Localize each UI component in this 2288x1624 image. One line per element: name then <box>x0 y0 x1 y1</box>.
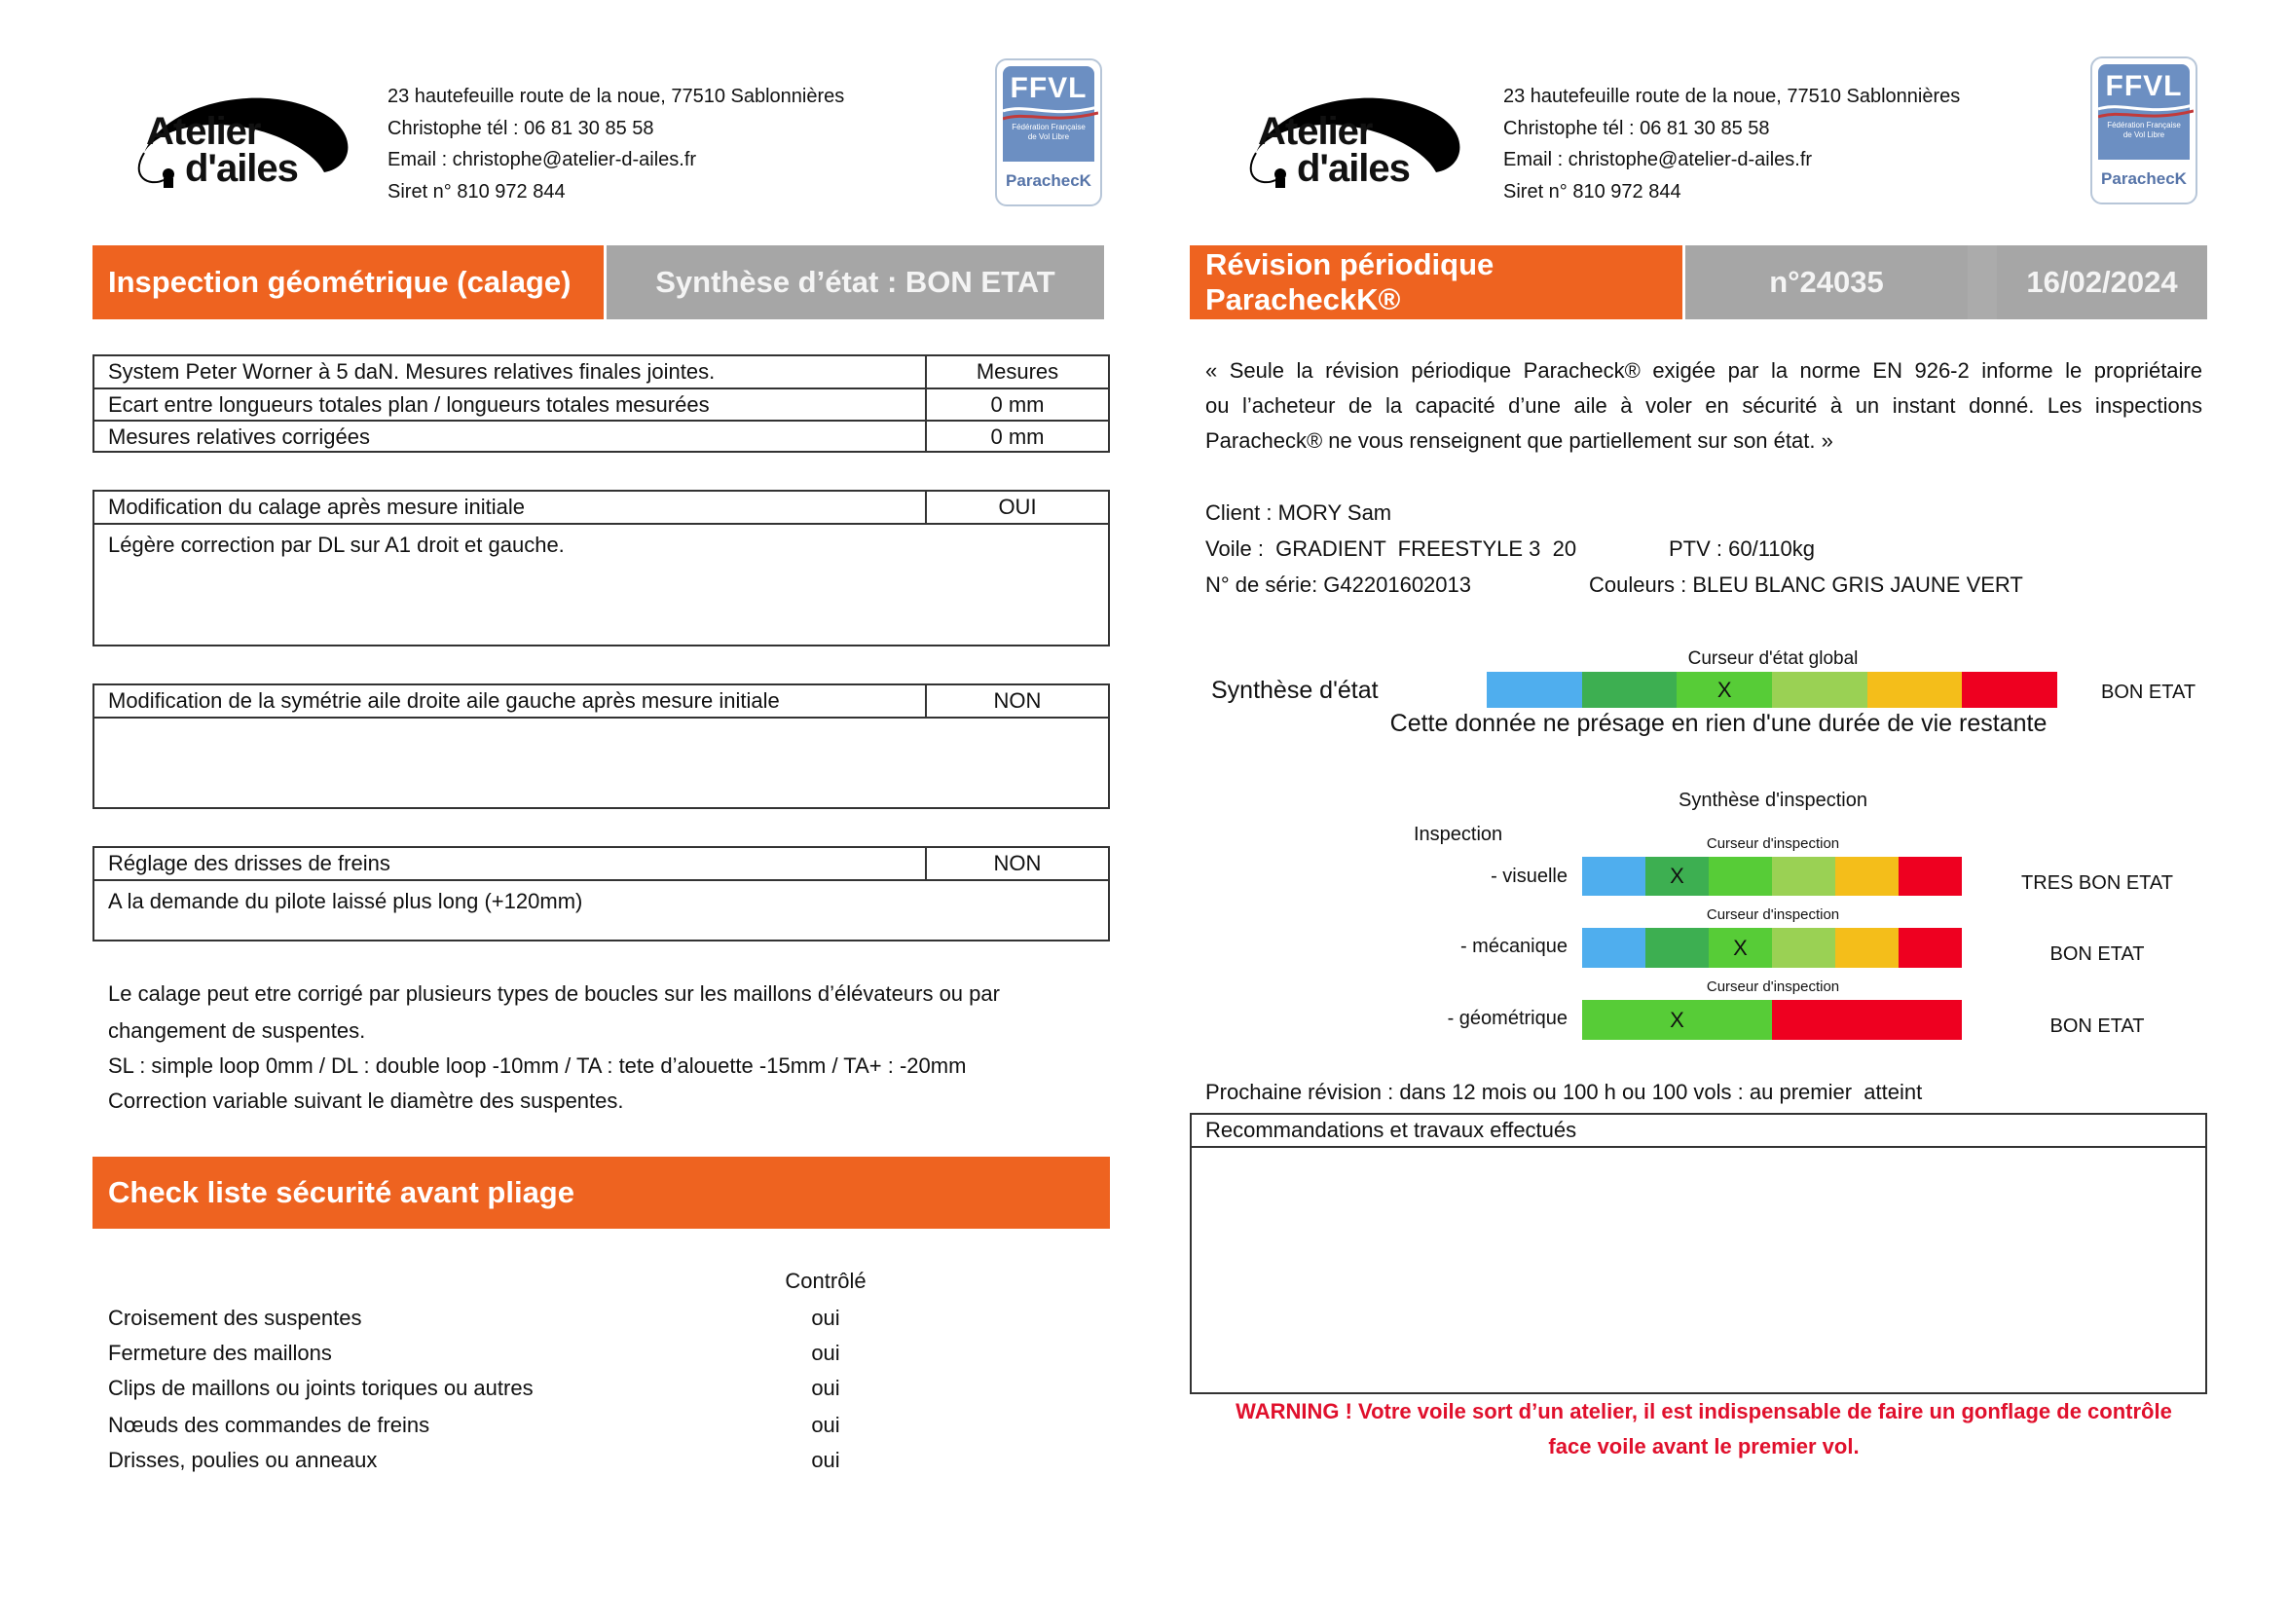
inspection-status: BON ETAT <box>2049 1015 2145 1037</box>
revision-date: 16/02/2024 <box>2026 265 2178 299</box>
revision-number-cell <box>1685 245 1968 319</box>
scale-segment <box>1645 928 1709 968</box>
paracheck-brand: ParachecK <box>1006 171 1091 190</box>
calage-note: Légère correction par DL sur A1 droit et gauche. <box>108 533 565 557</box>
row-value: NON <box>993 851 1042 875</box>
warning-line: WARNING ! Votre voile sort d’un atelier, il est indispensable de faire un gonflage de contrôle <box>1236 1399 2172 1423</box>
measures-table <box>92 354 1110 453</box>
row-label: Modification du calage après mesure initiale <box>108 495 526 519</box>
scale-segment <box>1582 928 1645 968</box>
checklist-item-value: oui <box>811 1306 840 1330</box>
checklist-item-value: oui <box>811 1413 840 1437</box>
revision-number: n°24035 <box>1769 265 1884 299</box>
table-row <box>94 422 1108 453</box>
scale-segment <box>1772 928 1835 968</box>
table-row <box>94 356 1108 389</box>
scale-segment <box>1582 857 1645 896</box>
calage-info-line: changement de suspentes. <box>108 1018 366 1043</box>
company-siret: Siret n° 810 972 844 <box>1503 181 1681 203</box>
cursor-marker: X <box>1670 1007 1684 1032</box>
row-label: Mesures relatives corrigées <box>108 424 370 449</box>
synthesis-status: Synthèse d’état : BON ETAT <box>655 265 1055 299</box>
table-row <box>94 685 1108 719</box>
checklist-item-label: Fermeture des maillons <box>108 1341 332 1365</box>
row-value: OUI <box>998 495 1037 519</box>
checklist-item-label: Drisses, poulies ou anneaux <box>108 1448 378 1472</box>
recommendations-header: Recommandations et travaux effectués <box>1205 1118 1577 1142</box>
global-state-disclaimer: Cette donnée ne présage en rien d'une durée de vie restante <box>1389 710 2048 737</box>
header-spacer <box>1968 245 1997 319</box>
quote-line: « Seule la révision périodique Paracheck® exigée par la norme EN 926-2 informe le propriétaire <box>1205 358 2202 383</box>
client-name: Client : MORY Sam <box>1205 500 1392 525</box>
row-value: NON <box>993 688 1042 713</box>
ffvl-paracheck-logo <box>995 58 1102 206</box>
scale-segment <box>1962 672 2057 708</box>
calage-modification-box <box>92 490 1110 646</box>
ffvl-logo-title: FFVL <box>2105 70 2183 102</box>
inspection-cursor-caption: Curseur d'inspection <box>1706 978 1840 995</box>
row-label: Ecart entre longueurs totales plan / longueurs totales mesurées <box>108 391 710 417</box>
scale-segment <box>1709 857 1772 896</box>
paracheck-brand: ParachecK <box>2101 169 2187 188</box>
global-state-bar <box>1487 672 2057 708</box>
inspection-bar <box>1582 1000 1962 1040</box>
ffvl-logo-panel <box>2098 64 2190 160</box>
row-value: 0 mm <box>990 424 1045 449</box>
checklist-item-value: oui <box>811 1448 840 1472</box>
company-email[interactable]: Email : christophe@atelier-d-ailes.fr <box>387 149 697 170</box>
ffvl-logo-subtitle: Fédération Française de Vol Libre <box>2107 121 2181 139</box>
company-phone: Christophe tél : 06 81 30 85 58 <box>387 118 654 139</box>
cursor-marker: X <box>1716 677 1732 702</box>
global-state-status: BON ETAT <box>2101 682 2196 703</box>
table-row <box>94 389 1108 422</box>
ffvl-logo-subtitle: Fédération Française de Vol Libre <box>1012 123 1086 141</box>
inspection-label: - visuelle <box>1491 866 1568 887</box>
row-label: Modification de la symétrie aile droite aile gauche après mesure initiale <box>108 688 780 713</box>
checklist-header <box>92 1157 1110 1229</box>
scale-segment <box>1772 857 1835 896</box>
row-value: Mesures <box>976 359 1059 384</box>
inspection-cursor-caption: Curseur d'inspection <box>1706 835 1840 852</box>
checklist-item-value: oui <box>811 1341 840 1365</box>
warning-line: face voile avant le premier vol. <box>1548 1434 1860 1458</box>
brakes-note: A la demande du pilote laissé plus long (+120mm) <box>108 889 583 913</box>
checklist-item-label: Croisement des suspentes <box>108 1306 362 1330</box>
ffvl-paracheck-logo <box>2090 56 2197 204</box>
scale-segment <box>1899 857 1962 896</box>
wing-ptv: PTV : 60/110kg <box>1669 536 1816 561</box>
wing-colors: Couleurs : BLEU BLANC GRIS JAUNE VERT <box>1589 572 2023 597</box>
quote-line: Paracheck® ne vous renseignent que partiellement sur son état. » <box>1205 428 1833 453</box>
serial-number: N° de série: G42201602013 <box>1205 572 1471 597</box>
quote-line: ou l’acheteur de la capacité d’une aile à voler en sécurité à un instant donné. Les inspections <box>1205 393 2202 418</box>
global-cursor-caption: Curseur d'état global <box>1687 648 1859 669</box>
checklist-item-label: Clips de maillons ou joints toriques ou autres <box>108 1376 534 1400</box>
calage-info-line: SL : simple loop 0mm / DL : double loop -10mm / TA : tete d’alouette -15mm / TA+ : -20mm <box>108 1053 967 1078</box>
wing-model: Voile : GRADIENT FREESTYLE 3 20 <box>1205 536 1577 561</box>
symmetry-modification-box <box>92 683 1110 809</box>
recommendations-box <box>1190 1113 2207 1394</box>
logo-text-dailes: d'ailes <box>1297 147 1410 190</box>
next-revision: Prochaine révision : dans 12 mois ou 100 h ou 100 vols : au premier atteint <box>1205 1080 1923 1104</box>
company-address: 23 hautefeuille route de la noue, 77510 Sablonnières <box>1503 86 1961 107</box>
revision-title: Révision périodique ParacheckK® <box>1205 247 1495 316</box>
company-email[interactable]: Email : christophe@atelier-d-ailes.fr <box>1503 149 1813 170</box>
row-label: Réglage des drisses de freins <box>108 851 390 875</box>
logo-text-dailes: d'ailes <box>185 147 298 190</box>
table-row <box>94 848 1108 881</box>
recommendations-header-row <box>1192 1115 2205 1148</box>
cursor-marker: X <box>1670 864 1684 888</box>
ffvl-logo-panel <box>1003 66 1094 162</box>
cursor-marker: X <box>1733 935 1748 960</box>
inspection-status: TRES BON ETAT <box>2021 872 2173 894</box>
ffvl-wave-icon <box>1003 103 1098 123</box>
company-phone: Christophe tél : 06 81 30 85 58 <box>1503 118 1770 139</box>
company-siret: Siret n° 810 972 844 <box>387 181 566 203</box>
calage-info-line: Le calage peut etre corrigé par plusieurs types de boucles sur les maillons d’élévateurs ou par <box>108 981 1000 1006</box>
scale-segment <box>1582 1000 1772 1040</box>
inspection-bar <box>1582 928 1962 968</box>
brake-lines-box <box>92 846 1110 941</box>
ffvl-wave-icon <box>2098 101 2194 121</box>
scale-segment <box>1645 857 1709 896</box>
inspection-column-label: Inspection <box>1414 824 1503 845</box>
checklist-item-value: oui <box>811 1376 840 1400</box>
scale-segment <box>1835 928 1899 968</box>
section-title: Inspection géométrique (calage) <box>108 265 572 299</box>
inspection-summary-title: Synthèse d'inspection <box>1679 790 1867 811</box>
scale-segment <box>1835 857 1899 896</box>
scale-segment <box>1772 672 1867 708</box>
scale-segment <box>1709 928 1772 968</box>
table-row <box>94 492 1108 525</box>
section-header-revision <box>1190 245 1682 319</box>
checklist-item-label: Nœuds des commandes de freins <box>108 1413 430 1437</box>
atelier-dailes-logo <box>125 85 353 197</box>
inspection-label: - géométrique <box>1447 1008 1568 1029</box>
company-address: 23 hautefeuille route de la noue, 77510 Sablonnières <box>387 86 845 107</box>
atelier-dailes-logo <box>1236 85 1465 197</box>
checklist-column-header: Contrôlé <box>785 1269 867 1293</box>
inspection-label: - mécanique <box>1459 936 1568 957</box>
inspection-status: BON ETAT <box>2049 943 2145 965</box>
inspection-cursor-caption: Curseur d'inspection <box>1706 906 1840 923</box>
scale-segment <box>1867 672 1963 708</box>
scale-segment <box>1487 672 1582 708</box>
row-value: 0 mm <box>990 391 1045 417</box>
section-header-status <box>607 245 1104 319</box>
scale-segment <box>1677 672 1772 708</box>
global-state-label: Synthèse d'état <box>1211 677 1379 704</box>
inspection-bar <box>1582 857 1962 896</box>
scale-segment <box>1772 1000 1962 1040</box>
logo-text-atelier: Atelier <box>1258 110 1373 153</box>
row-label: System Peter Worner à 5 daN. Mesures relatives finales jointes. <box>108 359 716 384</box>
scale-segment <box>1582 672 1678 708</box>
checklist-title: Check liste sécurité avant pliage <box>108 1175 574 1209</box>
calage-info-line: Correction variable suivant le diamètre des suspentes. <box>108 1089 624 1113</box>
section-header-inspection-geometrique <box>92 245 604 319</box>
logo-text-atelier: Atelier <box>146 110 261 153</box>
revision-date-cell <box>1997 245 2207 319</box>
scale-segment <box>1899 928 1962 968</box>
ffvl-logo-title: FFVL <box>1010 72 1088 104</box>
